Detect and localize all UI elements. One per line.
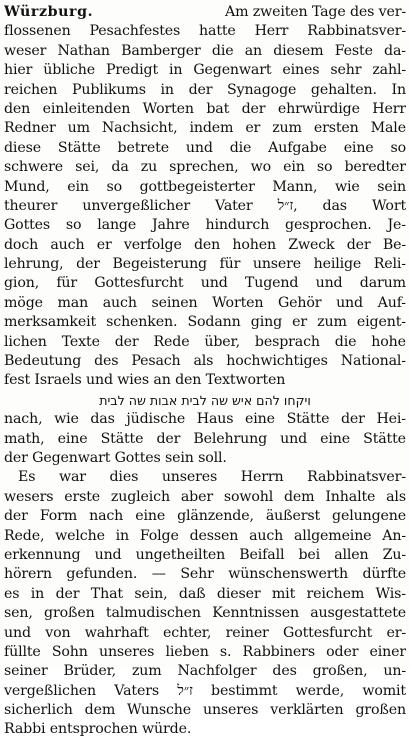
text-line: wesers erste zugleich aber sowohl dem Inhalte als [4, 488, 406, 505]
line-text: Am zweiten Tage des ver- [225, 4, 406, 20]
text-line: hörern gefunden. — Sehr wünschenswerth dürfte [4, 566, 406, 583]
text-line: lehrung, der Begeisterung für unsere heilige Reli- [4, 256, 406, 273]
text-line: schwere sei, da zu sprechen, wo ein so beredter [4, 159, 406, 176]
news-article [4, 3, 406, 740]
text-line: diese Stätte betrete und die Aufgabe eine so [4, 139, 406, 156]
text-line: reichen Publikums in der Synagoge gehalten. In [4, 81, 406, 98]
text-line: vergeßlichen Vaters ז״ל bestimmt werde, womit [4, 682, 406, 699]
text-line: math, eine Stätte der Belehrung und eine Stätte [4, 430, 406, 447]
text-line: füllte Sohn unseres lieben s. Rabbiners oder einer [4, 643, 406, 660]
text-line: der Gegenwart Gottes sein soll. [4, 449, 227, 466]
text-line: hier übliche Predigt in Gegenwart eines sehr zahl- [4, 62, 406, 79]
text-line: nach, wie das jüdische Haus eine Stätte der Hei- [4, 411, 406, 428]
text-line: fest Israels und wies an den Textworten [4, 372, 286, 389]
text-line: den einleitenden Worten bat der ehrwürdige Herr [4, 100, 406, 117]
text-line: Rabbi entsprochen würde. [4, 721, 192, 738]
text-line: Bedeutung des Pesach als hochwichtiges National- [4, 353, 406, 370]
text-line: flossenen Pesachfestes hatte Herr Rabbinatsver- [4, 23, 406, 40]
text-line [4, 3, 406, 22]
text-line: Redner um Nachsicht, indem er zum ersten Male [4, 120, 406, 137]
text-line: Rede, welche in Folge dessen auch allgemeine An- [4, 527, 406, 544]
paragraph-2 [4, 468, 406, 739]
text-line: sen, großen talmudischen Kenntnissen ausgestattete [4, 605, 406, 622]
text-line: möge man auch seinen Worten Gehör und Auf- [4, 294, 406, 311]
text-line: weser Nathan Bamberger die an diesem Feste da- [4, 42, 406, 59]
text-line: Es war dies unseres Herrn Rabbinatsver- [18, 469, 406, 486]
text-line: erkennung und ungetheilten Beifall bei allen Zu- [4, 546, 406, 563]
text-line: sicherlich dem Wunsche unseres verklärten großen [4, 702, 406, 719]
text-line: es in der That sein, daß dieser mit reichem Wis- [4, 585, 406, 602]
hebrew-quote: ויקחו להם איש שה לבית אבות שה לבית [99, 392, 311, 408]
text-line: der Form nach eine glänzende, äußerst gelungene [4, 508, 406, 525]
text-line: theurer unvergeßlicher Vater ז״ל, das Wort [4, 197, 406, 214]
text-line: und von wahrhaft echter, reiner Gottesfurcht er- [4, 624, 406, 641]
article-dateline: Würzburg. [4, 4, 94, 20]
text-line: Gottes so lange Jahre hindurch gesprochen. Je- [4, 217, 406, 234]
text-line: lichen Texte der Rede über, besprach die hohe [4, 333, 406, 350]
text-line: seiner Brüder, zum Nachfolger des großen, un- [4, 663, 406, 680]
text-line: Mund, ein so gottbegeisterter Mann, wie sein [4, 178, 406, 195]
text-line: doch auch er verfolge den hohen Zweck der Be- [4, 236, 406, 253]
paragraph-1 [4, 22, 406, 468]
text-line: merksamkeit schenken. Sodann ging er zum eigent- [4, 314, 406, 331]
text-line: gion, für Gottesfurcht und Tugend und darum [4, 275, 406, 292]
